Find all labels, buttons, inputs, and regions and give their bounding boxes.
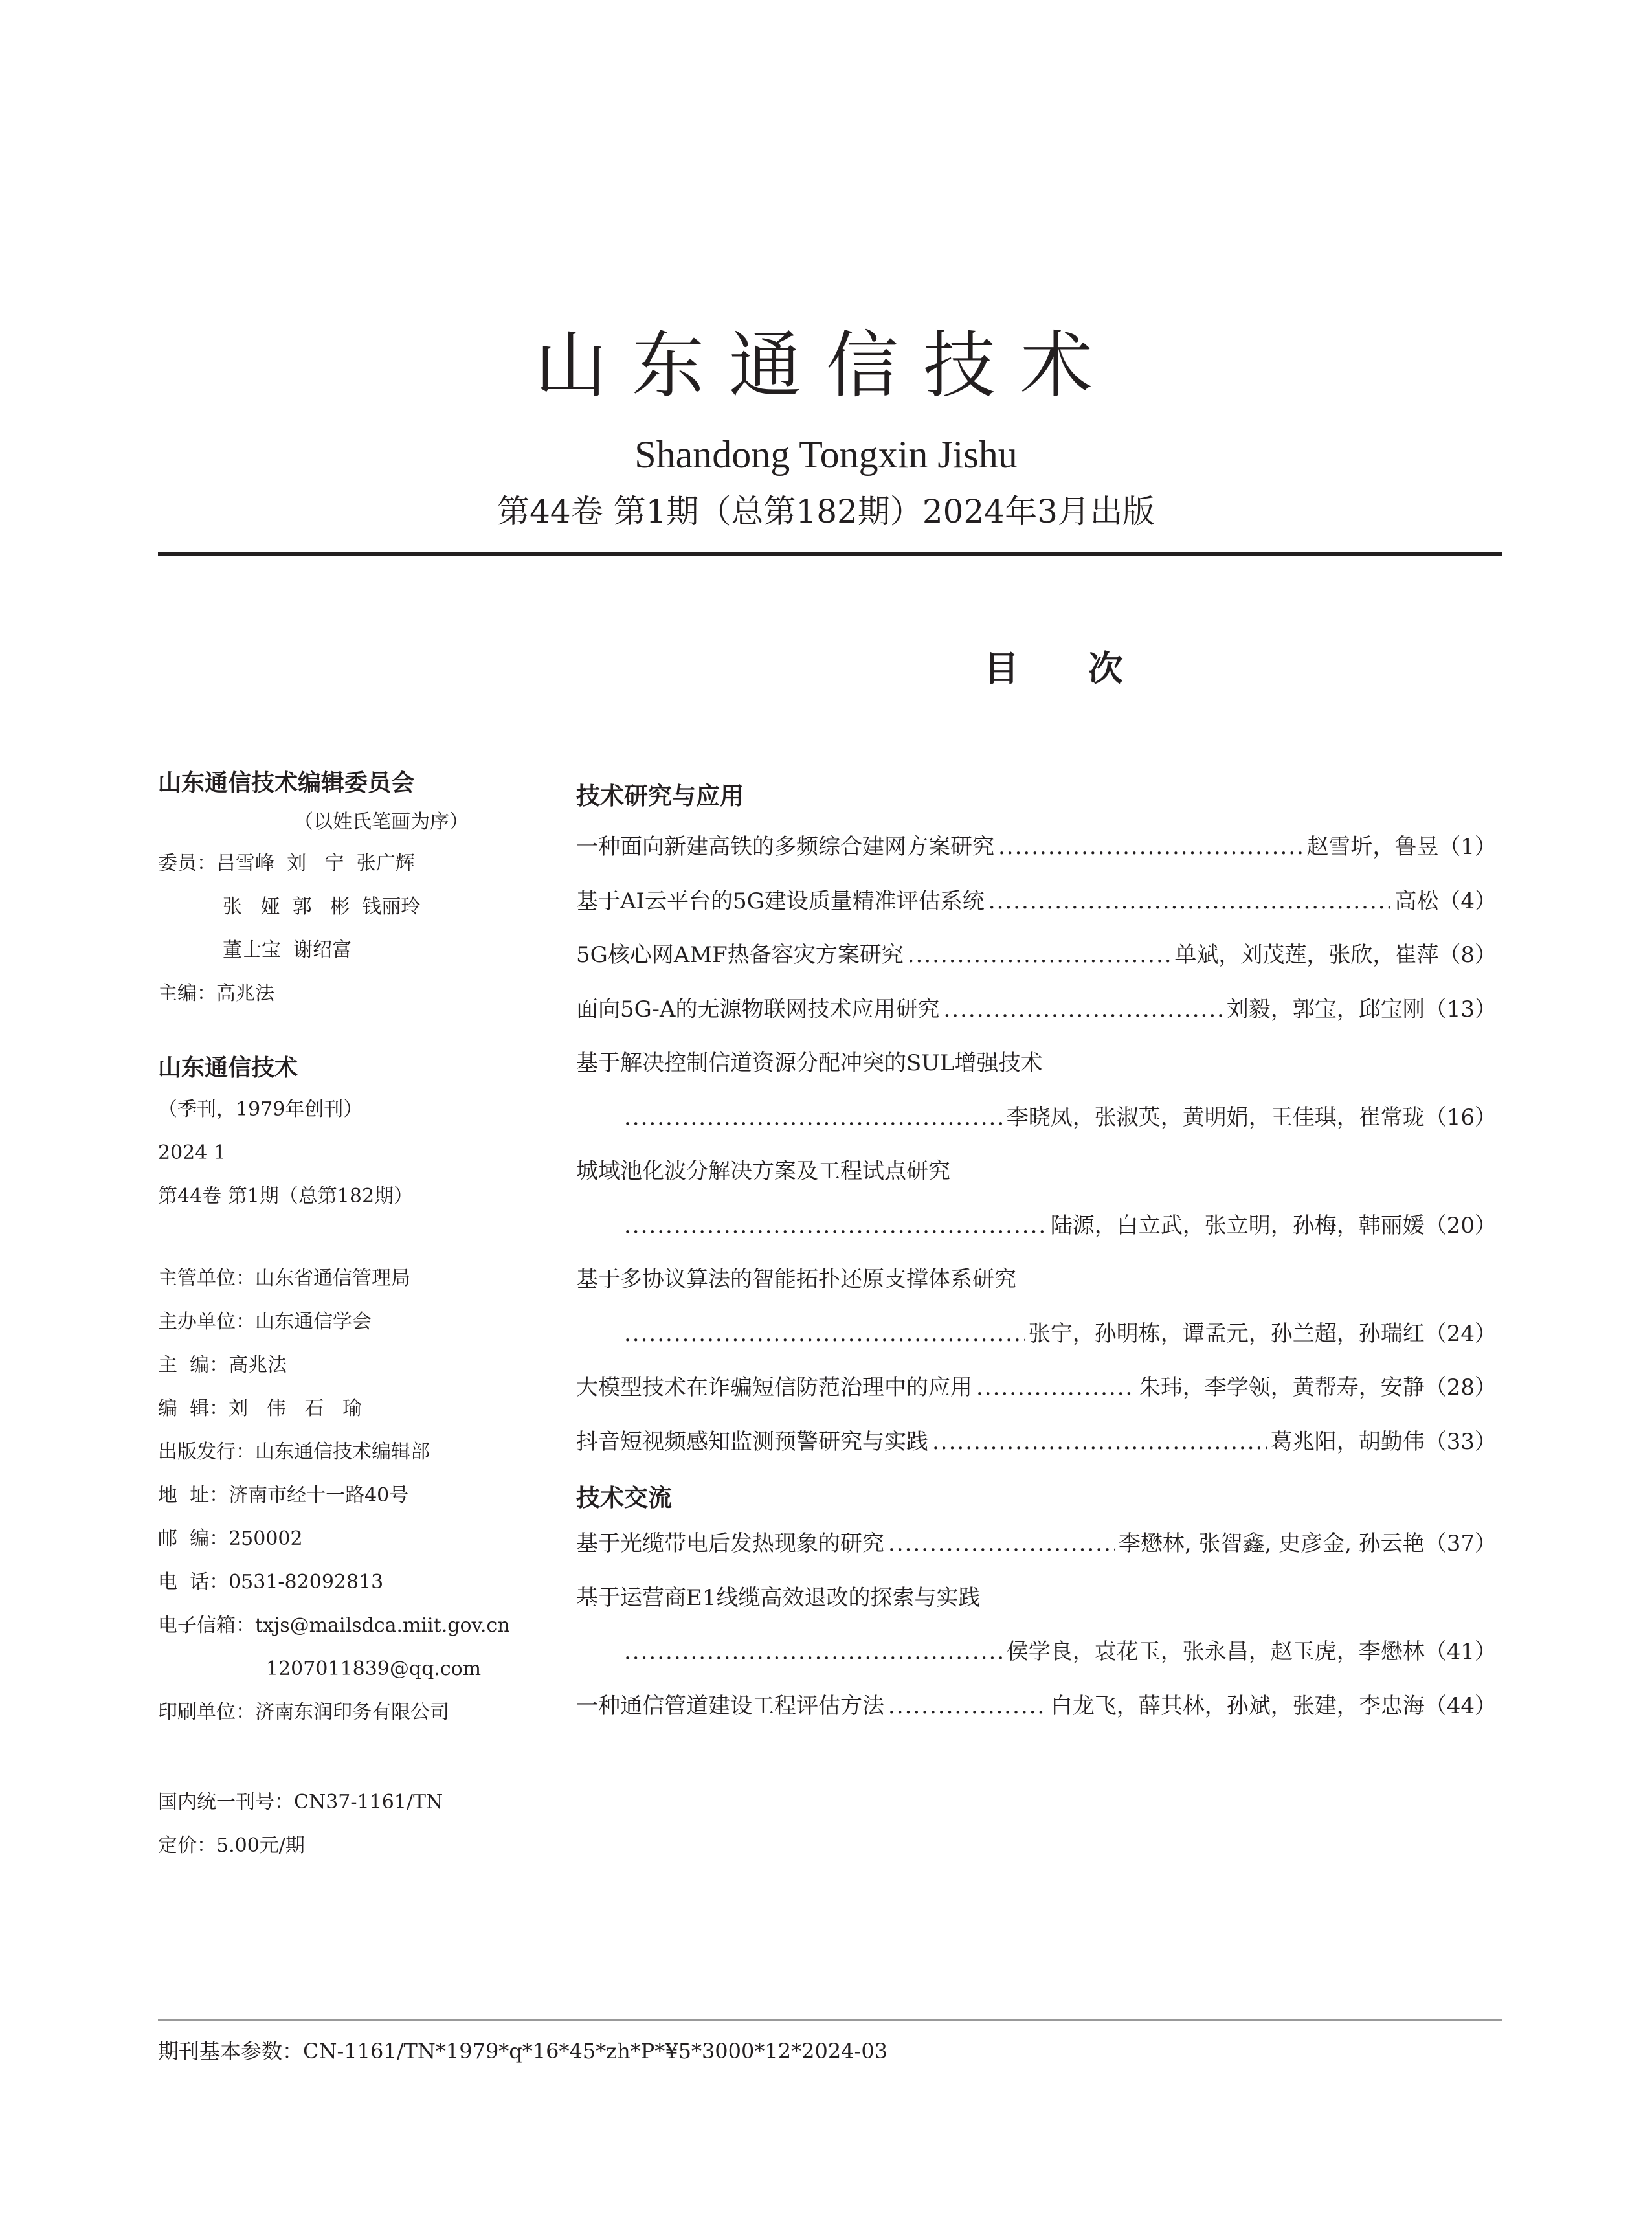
journal-title: 山东通信技术 [535, 324, 1117, 408]
printer: 印刷单位：济南东润印务有限公司 [158, 1701, 449, 1724]
toc-section-research: 技术研究与应用 [576, 782, 744, 810]
committee-note: （以姓氏笔画为序） [294, 811, 469, 833]
toc-leader-dots [888, 1527, 1115, 1560]
toc-entry-page: （37） [1424, 1531, 1497, 1557]
toc-entry-page: （4） [1438, 888, 1497, 914]
phone: 电 话：0531-82092813 [158, 1571, 384, 1593]
toc-leader-dots [888, 1689, 1047, 1723]
committee-chief-editor: 主编：高兆法 [158, 982, 274, 1005]
toc-entry-title-row[interactable]: 基于运营商E1线缆高效退改的探索与实践 [576, 1584, 981, 1611]
toc-entry[interactable] [576, 993, 1497, 1047]
toc-leader-dots [624, 1209, 1047, 1242]
toc-entry-page: （20） [1424, 1212, 1497, 1239]
toc-entry-title: 抖音短视频感知监测预警研究与实践 [576, 1428, 928, 1455]
toc-entry-page: （28） [1424, 1375, 1497, 1400]
top-rule [158, 552, 1502, 556]
journal-volume: 第44卷 第1期（总第182期） [158, 1185, 414, 1208]
toc-entry-title: 一种面向新建高铁的多频综合建网方案研究 [576, 834, 994, 860]
toc-entry-page: （1） [1438, 834, 1497, 860]
toc-entry-authors: 朱玮，李学领，黄帮寿，安静 [1138, 1375, 1425, 1400]
toc-leader-dots [908, 938, 1171, 972]
journal-date: 2024 1 [158, 1141, 226, 1164]
toc-entry-authors: 刘毅，郭宝，邱宝刚 [1226, 996, 1425, 1022]
toc-entry[interactable] [576, 830, 1497, 884]
toc-leader-dots [998, 830, 1302, 864]
chief-editor: 主 编：高兆法 [158, 1354, 287, 1377]
committee-title: 山东通信技术编辑委员会 [158, 770, 415, 796]
toc-leader-dots [976, 1371, 1135, 1404]
toc-leader-dots [932, 1425, 1267, 1459]
bottom-rule [158, 2019, 1502, 2021]
toc-entry[interactable] [576, 1425, 1497, 1479]
journal-parameters: 期刊基本参数：CN-1161/TN*1979*q*16*45*zh*P*¥5*3000*12*2024-03 [158, 2039, 888, 2063]
toc-entry-title-row[interactable]: 基于解决控制信道资源分配冲突的SUL增强技术 [576, 1050, 1043, 1076]
toc-entry[interactable] [576, 884, 1497, 939]
committee-members-1: 委员：吕雪峰 刘 宁 张广辉 [158, 852, 415, 875]
committee-members-3: 董士宝 谢绍富 [223, 939, 352, 961]
toc-entry-page: （24） [1424, 1320, 1497, 1347]
toc-entry-title: 基于光缆带电后发热现象的研究 [576, 1531, 884, 1557]
toc-entry[interactable] [576, 1689, 1497, 1744]
publisher: 出版发行：山东通信技术编辑部 [158, 1441, 430, 1463]
toc-entry[interactable] [576, 1209, 1497, 1263]
toc-entry-page: （13） [1424, 996, 1497, 1022]
journal-info-title: 山东通信技术 [158, 1055, 298, 1081]
toc-entry-page: （8） [1438, 942, 1497, 968]
email-primary: 电子信箱：txjs@mailsdca.miit.gov.cn [158, 1614, 510, 1637]
toc-entry[interactable] [576, 1101, 1497, 1155]
toc-entry-title: 基于AI云平台的5G建设质量精准评估系统 [576, 888, 985, 914]
issue-line: 第44卷 第1期（总第182期）2024年3月出版 [497, 493, 1155, 530]
sponsor: 主办单位：山东通信学会 [158, 1310, 372, 1333]
toc-entry-authors: 高松 [1394, 888, 1439, 914]
toc-entry-title: 面向5G-A的无源物联网技术应用研究 [576, 996, 940, 1022]
toc-leader-dots [624, 1635, 1003, 1669]
toc-entry-title-row[interactable]: 城域池化波分解决方案及工程试点研究 [576, 1158, 950, 1184]
toc-entry-page: （33） [1424, 1428, 1497, 1455]
price: 定价：5.00元/期 [158, 1834, 305, 1857]
toc-entry-title: 5G核心网AMF热备容灾方案研究 [576, 942, 904, 968]
toc-entry-title: 一种通信管道建设工程评估方法 [576, 1692, 884, 1719]
toc-entry-authors: 侯学良，袁花玉，张永昌，赵玉虎，李懋林 [1006, 1639, 1425, 1665]
journal-frequency: （季刊，1979年创刊） [158, 1098, 363, 1121]
toc-entry-authors: 白龙飞，薛其林，孙斌，张建，李忠海 [1050, 1692, 1425, 1719]
toc-entry-authors: 赵雪圻，鲁昱 [1306, 834, 1439, 860]
toc-entry-authors: 陆源，白立武，张立明，孙梅，韩丽媛 [1050, 1212, 1425, 1239]
toc-leader-dots [943, 993, 1222, 1026]
toc-entry-authors: 李懋林, 张智鑫, 史彦金, 孙云艳 [1118, 1531, 1425, 1557]
toc-entry-authors: 葛兆阳，胡勤伟 [1270, 1428, 1425, 1455]
toc-entry-authors: 李晓凤，张淑英，黄明娟，王佳琪，崔常珑 [1006, 1104, 1425, 1130]
toc-entry-page: （44） [1424, 1692, 1497, 1719]
toc-section-exchange: 技术交流 [576, 1484, 672, 1512]
toc-entry-title: 大模型技术在诈骗短信防范治理中的应用 [576, 1375, 972, 1400]
journal-pinyin: Shandong Tongxin Jishu [634, 433, 1018, 476]
toc-entry[interactable] [576, 1371, 1497, 1425]
editors: 编 辑：刘 伟 石 瑜 [158, 1397, 362, 1420]
toc-entry-authors: 张宁，孙明栋，谭孟元，孙兰超，孙瑞红 [1028, 1320, 1425, 1347]
toc-entry-authors: 单斌，刘茂莲，张欣，崔萍 [1174, 942, 1439, 968]
toc-leader-dots [624, 1101, 1003, 1134]
toc-entry-page: （16） [1424, 1104, 1497, 1130]
toc-entry-page: （41） [1424, 1639, 1497, 1665]
toc-entry[interactable] [576, 1635, 1497, 1689]
toc-leader-dots [624, 1317, 1025, 1351]
email-secondary: 1207011839@qq.com [266, 1658, 482, 1680]
issn: 国内统一刊号：CN37-1161/TN [158, 1791, 443, 1814]
toc-column [576, 777, 1497, 1743]
toc-entry[interactable] [576, 1527, 1497, 1581]
supervisor: 主管单位：山东省通信管理局 [158, 1267, 410, 1290]
committee-members-2: 张 娅 郭 彬 钱丽玲 [223, 895, 421, 918]
toc-entry-title-row[interactable]: 基于多协议算法的智能拓扑还原支撑体系研究 [576, 1266, 1016, 1292]
toc-entry[interactable] [576, 938, 1497, 993]
toc-leader-dots [988, 884, 1391, 918]
left-column [158, 764, 546, 1867]
address: 地 址：济南市经十一路40号 [158, 1484, 409, 1507]
postcode: 邮 编：250002 [158, 1527, 303, 1550]
toc-heading: 目 次 [984, 648, 1152, 689]
toc-entry[interactable] [576, 1317, 1497, 1371]
